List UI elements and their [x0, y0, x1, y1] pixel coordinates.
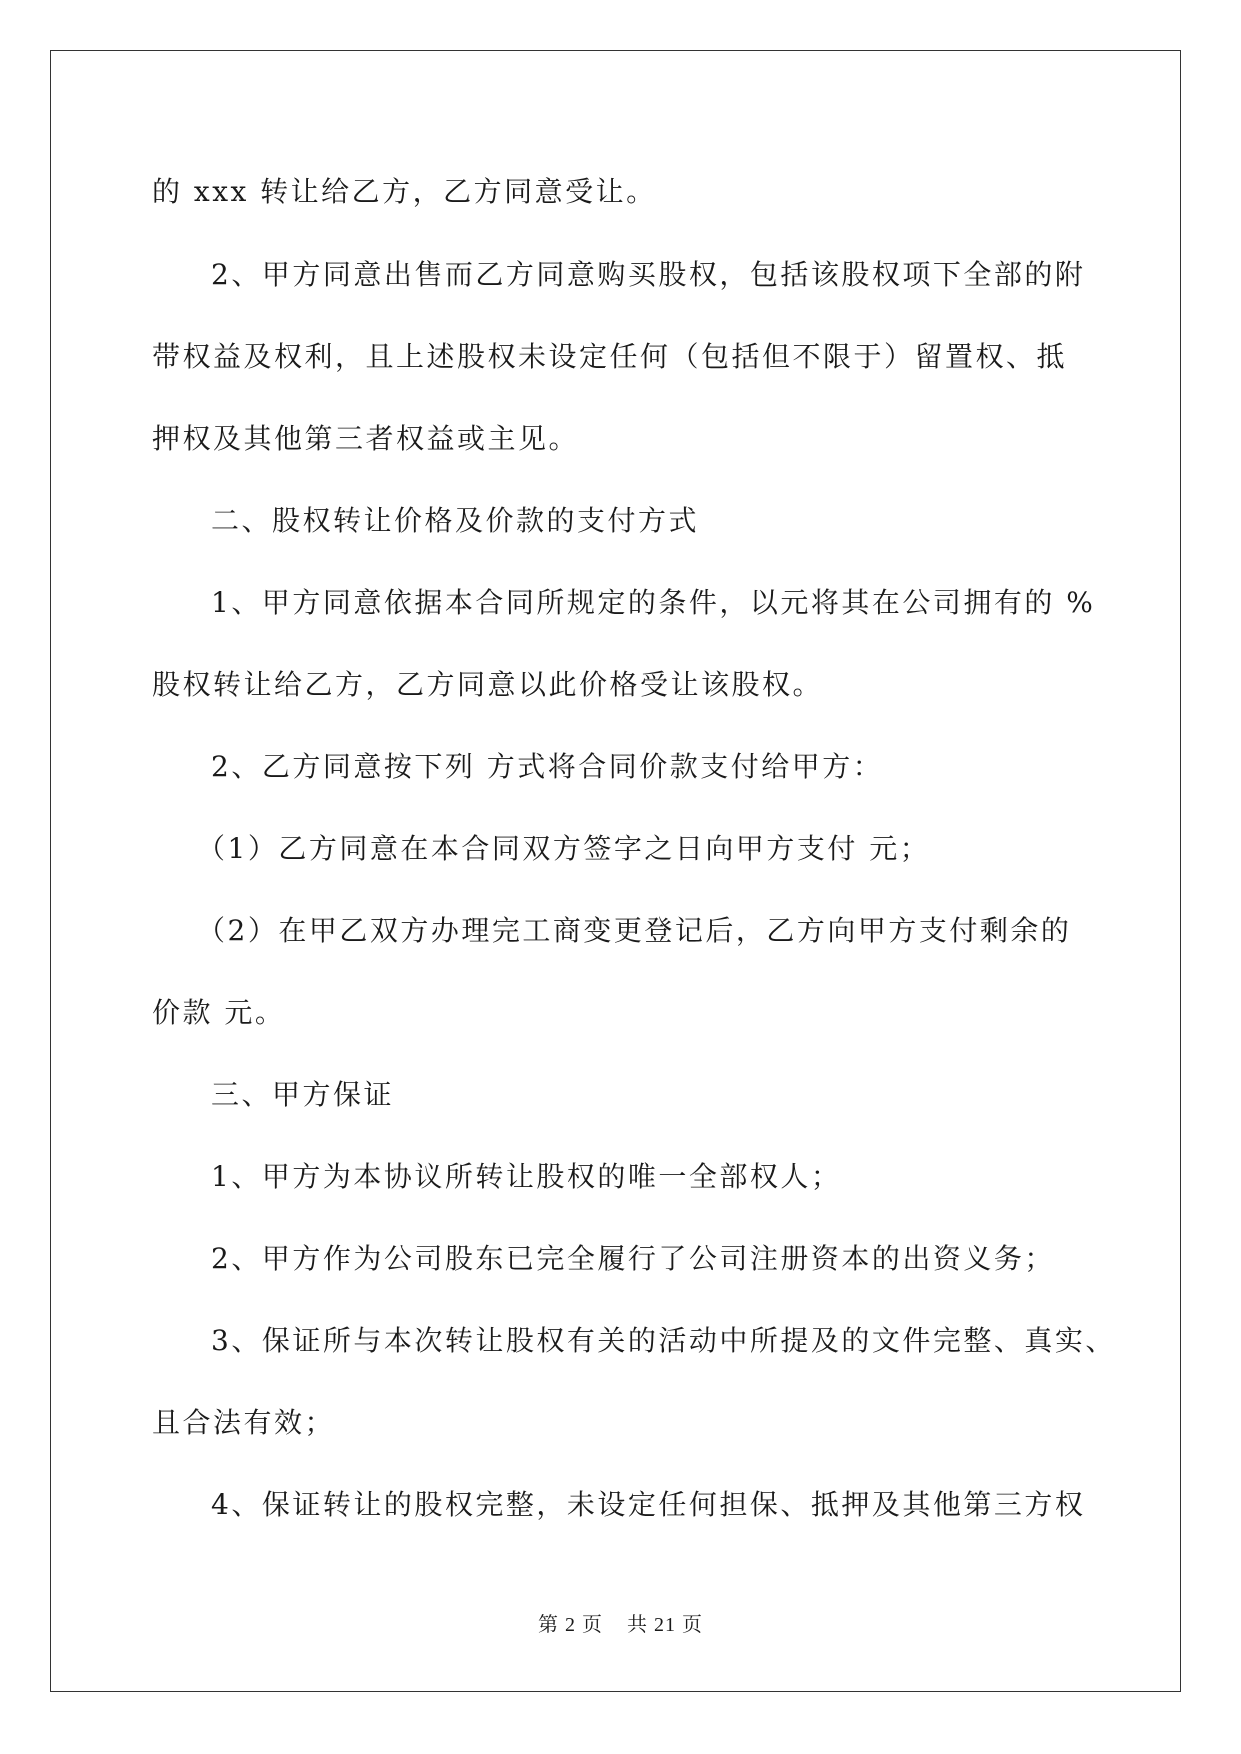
page-number-label: 第 2 页 共 21 页 — [538, 1614, 703, 1636]
page-border — [50, 50, 1181, 1692]
text-line: 股权转让给乙方，乙方同意以此价格受让该股权。 — [152, 668, 824, 701]
text-line: 2、甲方同意出售而乙方同意购买股权，包括该股权项下全部的附 — [211, 258, 1086, 291]
text-line: 价款 元。 — [152, 996, 286, 1029]
text-line: 押权及其他第三者权益或主见。 — [152, 422, 580, 455]
text-line: （2）在甲乙双方办理完工商变更登记后，乙方向甲方支付剩余的 — [197, 914, 1072, 947]
text-line: 1、甲方为本协议所转让股权的唯一全部权人； — [211, 1160, 842, 1193]
text-line: 的 xxx 转让给乙方，乙方同意受让。 — [152, 175, 657, 208]
text-line: 2、甲方作为公司股东已完全履行了公司注册资本的出资义务； — [211, 1242, 1055, 1275]
text-line: 且合法有效； — [152, 1406, 336, 1439]
text-line: （1）乙方同意在本合同双方签字之日向甲方支付 元； — [197, 832, 931, 865]
page-number-footer — [0, 1612, 1241, 1638]
text-line: 1、甲方同意依据本合同所规定的条件，以元将其在公司拥有的 % — [211, 586, 1096, 619]
section-heading: 三、甲方保证 — [211, 1078, 395, 1111]
section-heading: 二、股权转让价格及价款的支付方式 — [211, 504, 700, 537]
text-line: 带权益及权利，且上述股权未设定任何（包括但不限于）留置权、抵 — [152, 340, 1068, 373]
text-line: 2、乙方同意按下列 方式将合同价款支付给甲方： — [211, 750, 884, 783]
text-line: 3、保证所与本次转让股权有关的活动中所提及的文件完整、真实、 — [211, 1324, 1116, 1357]
text-line: 4、保证转让的股权完整，未设定任何担保、抵押及其他第三方权 — [211, 1488, 1086, 1521]
